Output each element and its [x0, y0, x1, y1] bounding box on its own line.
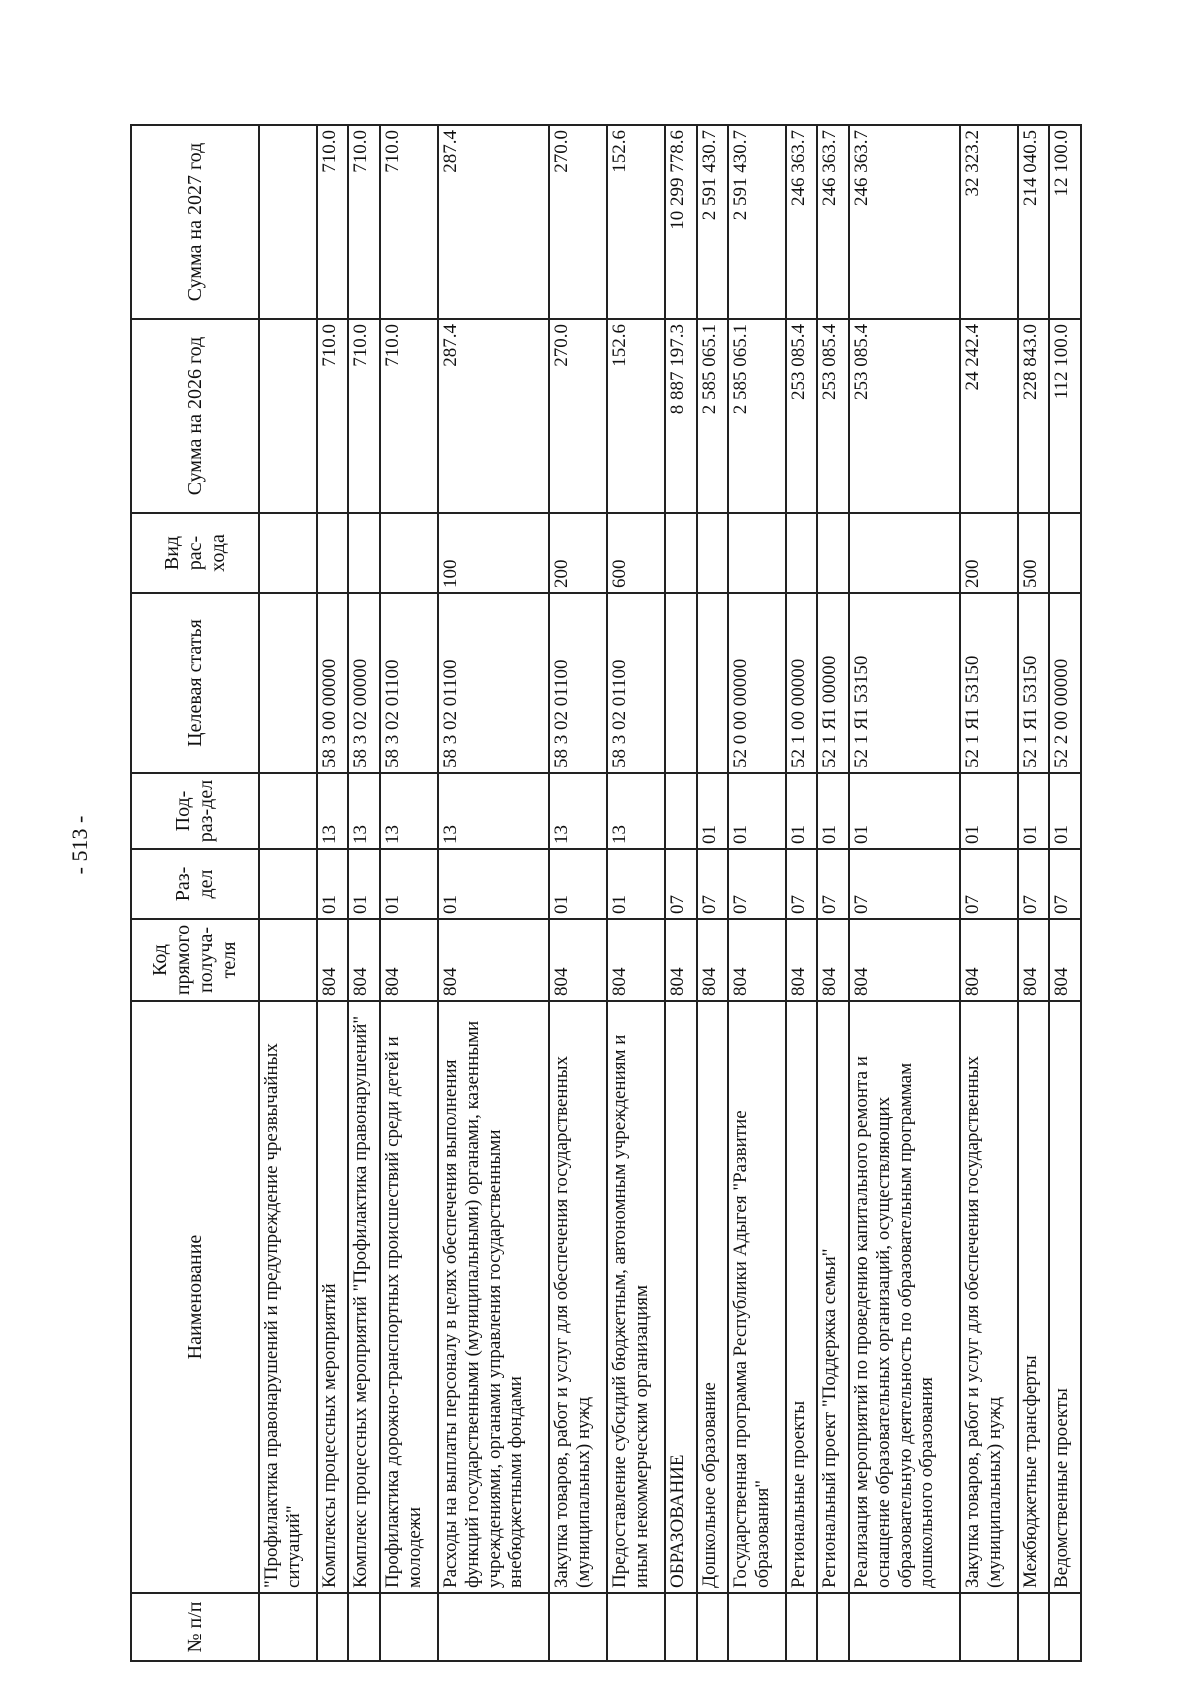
cell-sum2027: 2 591 430.7 [697, 125, 728, 319]
table-row [817, 125, 848, 1661]
cell-vid [348, 513, 379, 593]
cell-vid [1049, 513, 1081, 593]
cell-code: 804 [1049, 919, 1081, 1001]
header-podrazdel: Под-раз-дел [131, 773, 259, 849]
table-row [849, 125, 960, 1661]
cell-name: "Профилактика правонарушений и предупреждение чрезвычайных ситуаций" [259, 1001, 317, 1593]
header-num: № п/п [131, 1593, 259, 1661]
cell-num [317, 1593, 348, 1661]
cell-num [697, 1593, 728, 1661]
cell-sum2027: 710.0 [317, 125, 348, 319]
cell-razdel: 07 [697, 849, 728, 919]
cell-sum2026: 287.4 [438, 319, 549, 513]
cell-podrazdel: 01 [817, 773, 848, 849]
cell-code: 804 [317, 919, 348, 1001]
cell-vid: 500 [1018, 513, 1049, 593]
header-sum2027: Сумма на 2027 год [131, 125, 259, 319]
cell-code: 804 [607, 919, 665, 1001]
cell-podrazdel: 13 [549, 773, 607, 849]
cell-podrazdel: 01 [1018, 773, 1049, 849]
cell-sum2027: 246 363.7 [817, 125, 848, 319]
cell-celevaya [259, 593, 317, 773]
cell-vid [317, 513, 348, 593]
table-row [438, 125, 549, 1661]
cell-celevaya: 58 3 00 00000 [317, 593, 348, 773]
cell-celevaya: 58 3 02 01100 [607, 593, 665, 773]
cell-celevaya [697, 593, 728, 773]
cell-razdel: 07 [665, 849, 696, 919]
cell-sum2027: 12 100.0 [1049, 125, 1081, 319]
cell-podrazdel: 13 [438, 773, 549, 849]
cell-sum2026: 112 100.0 [1049, 319, 1081, 513]
page-number: - 513 - [67, 815, 92, 875]
cell-code: 804 [960, 919, 1018, 1001]
cell-vid [786, 513, 817, 593]
cell-code: 804 [438, 919, 549, 1001]
cell-sum2027: 710.0 [380, 125, 438, 319]
cell-celevaya: 52 1 Я1 53150 [849, 593, 960, 773]
cell-podrazdel [259, 773, 317, 849]
cell-podrazdel: 01 [849, 773, 960, 849]
cell-code: 804 [786, 919, 817, 1001]
cell-sum2026: 2 585 065.1 [728, 319, 786, 513]
table-row [380, 125, 438, 1661]
cell-num [348, 1593, 379, 1661]
cell-sum2027: 152.6 [607, 125, 665, 319]
cell-razdel: 01 [348, 849, 379, 919]
cell-vid [849, 513, 960, 593]
cell-podrazdel: 01 [786, 773, 817, 849]
cell-code: 804 [849, 919, 960, 1001]
table-row [697, 125, 728, 1661]
cell-celevaya: 52 1 Я1 53150 [960, 593, 1018, 773]
cell-num [607, 1593, 665, 1661]
cell-vid [665, 513, 696, 593]
cell-name: Расходы на выплаты персоналу в целях обеспечения выполнения функций государственными (муниципальными) органами, казенными учреждениями, органами управления государственными внебюджетными фондами [438, 1001, 549, 1593]
cell-razdel [259, 849, 317, 919]
cell-sum2026: 253 085.4 [849, 319, 960, 513]
cell-sum2026: 253 085.4 [817, 319, 848, 513]
cell-num [380, 1593, 438, 1661]
cell-name: Закупка товаров, работ и услуг для обеспечения государственных (муниципальных) нужд [960, 1001, 1018, 1593]
header-name: Наименование [131, 1001, 259, 1593]
cell-sum2027: 32 323.2 [960, 125, 1018, 319]
cell-razdel: 01 [438, 849, 549, 919]
header-celevaya: Целевая статья [131, 593, 259, 773]
cell-name: Реализация мероприятий по проведению капитального ремонта и оснащение образовательных организаций, осуществляющих образовательную деятельность по образовательным программам дошкольного образования [849, 1001, 960, 1593]
cell-code: 804 [817, 919, 848, 1001]
table-body [259, 125, 1081, 1661]
cell-sum2026: 253 085.4 [786, 319, 817, 513]
cell-sum2027: 10 299 778.6 [665, 125, 696, 319]
cell-code: 804 [665, 919, 696, 1001]
table-row [1049, 125, 1081, 1661]
cell-sum2027: 710.0 [348, 125, 379, 319]
cell-vid [697, 513, 728, 593]
cell-name: Закупка товаров, работ и услуг для обеспечения государственных (муниципальных) нужд [549, 1001, 607, 1593]
cell-vid [817, 513, 848, 593]
cell-num [1049, 1593, 1081, 1661]
cell-celevaya: 52 1 Я1 53150 [1018, 593, 1049, 773]
table-row [348, 125, 379, 1661]
cell-num [549, 1593, 607, 1661]
cell-num [665, 1593, 696, 1661]
cell-razdel: 01 [607, 849, 665, 919]
cell-celevaya [665, 593, 696, 773]
cell-sum2026: 710.0 [348, 319, 379, 513]
cell-celevaya: 52 1 Я1 00000 [817, 593, 848, 773]
header-sum2026: Сумма на 2026 год [131, 319, 259, 513]
cell-sum2026: 2 585 065.1 [697, 319, 728, 513]
cell-num [849, 1593, 960, 1661]
cell-podrazdel: 13 [348, 773, 379, 849]
cell-code: 804 [697, 919, 728, 1001]
cell-podrazdel: 01 [697, 773, 728, 849]
cell-sum2027 [259, 125, 317, 319]
cell-podrazdel: 13 [607, 773, 665, 849]
cell-podrazdel: 01 [960, 773, 1018, 849]
cell-vid: 600 [607, 513, 665, 593]
cell-razdel: 07 [728, 849, 786, 919]
table-row [1018, 125, 1049, 1661]
cell-name: Государственная программа Республики Адыгея "Развитие образования" [728, 1001, 786, 1593]
cell-name: Комплексы процессных мероприятий [317, 1001, 348, 1593]
cell-num [728, 1593, 786, 1661]
cell-vid: 200 [549, 513, 607, 593]
cell-code: 804 [380, 919, 438, 1001]
cell-razdel: 07 [849, 849, 960, 919]
cell-podrazdel: 13 [317, 773, 348, 849]
cell-razdel: 01 [317, 849, 348, 919]
header-razdel: Раз-дел [131, 849, 259, 919]
cell-celevaya: 58 3 02 01100 [438, 593, 549, 773]
cell-code: 804 [728, 919, 786, 1001]
table-row [549, 125, 607, 1661]
cell-podrazdel: 01 [728, 773, 786, 849]
table-row [607, 125, 665, 1661]
cell-num [1018, 1593, 1049, 1661]
cell-celevaya: 58 3 02 01100 [380, 593, 438, 773]
cell-num [817, 1593, 848, 1661]
cell-sum2027: 246 363.7 [849, 125, 960, 319]
cell-num [259, 1593, 317, 1661]
budget-table [130, 124, 1082, 1662]
cell-celevaya: 52 2 00 00000 [1049, 593, 1081, 773]
cell-podrazdel: 01 [1049, 773, 1081, 849]
cell-name: Предоставление субсидий бюджетным, автономным учреждениям и иным некоммерческим организациям [607, 1001, 665, 1593]
cell-name: Региональный проект "Поддержка семьи" [817, 1001, 848, 1593]
cell-num [960, 1593, 1018, 1661]
cell-sum2027: 287.4 [438, 125, 549, 319]
cell-name: Ведомственные проекты [1049, 1001, 1081, 1593]
cell-num [786, 1593, 817, 1661]
cell-razdel: 07 [960, 849, 1018, 919]
header-vid: Вид рас-хода [131, 513, 259, 593]
cell-razdel: 07 [1018, 849, 1049, 919]
cell-num [438, 1593, 549, 1661]
rotated-table-wrapper [130, 126, 1082, 1662]
cell-vid: 100 [438, 513, 549, 593]
cell-sum2026: 152.6 [607, 319, 665, 513]
cell-name: Региональные проекты [786, 1001, 817, 1593]
cell-code: 804 [1018, 919, 1049, 1001]
table-header-row [131, 125, 259, 1661]
cell-sum2027: 246 363.7 [786, 125, 817, 319]
cell-sum2027: 2 591 430.7 [728, 125, 786, 319]
cell-celevaya: 52 0 00 00000 [728, 593, 786, 773]
header-code: Код прямого получа-теля [131, 919, 259, 1001]
cell-razdel: 07 [1049, 849, 1081, 919]
cell-sum2027: 270.0 [549, 125, 607, 319]
cell-code [259, 919, 317, 1001]
cell-razdel: 01 [549, 849, 607, 919]
cell-podrazdel [665, 773, 696, 849]
cell-sum2026: 270.0 [549, 319, 607, 513]
cell-code: 804 [348, 919, 379, 1001]
cell-vid [259, 513, 317, 593]
cell-sum2026 [259, 319, 317, 513]
table-row [317, 125, 348, 1661]
cell-sum2026: 710.0 [317, 319, 348, 513]
cell-vid: 200 [960, 513, 1018, 593]
table-row [786, 125, 817, 1661]
cell-celevaya: 52 1 00 00000 [786, 593, 817, 773]
cell-sum2026: 710.0 [380, 319, 438, 513]
table-row [728, 125, 786, 1661]
cell-vid [728, 513, 786, 593]
cell-sum2026: 228 843.0 [1018, 319, 1049, 513]
cell-sum2026: 24 242.4 [960, 319, 1018, 513]
cell-name: ОБРАЗОВАНИЕ [665, 1001, 696, 1593]
table-row [665, 125, 696, 1661]
cell-razdel: 07 [786, 849, 817, 919]
cell-name: Дошкольное образование [697, 1001, 728, 1593]
cell-podrazdel: 13 [380, 773, 438, 849]
cell-sum2026: 8 887 197.3 [665, 319, 696, 513]
cell-name: Межбюджетные трансферты [1018, 1001, 1049, 1593]
cell-sum2027: 214 040.5 [1018, 125, 1049, 319]
cell-vid [380, 513, 438, 593]
table-row [960, 125, 1018, 1661]
cell-code: 804 [549, 919, 607, 1001]
cell-celevaya: 58 3 02 01100 [549, 593, 607, 773]
cell-name: Комплекс процессных мероприятий "Профилактика правонарушений" [348, 1001, 379, 1593]
cell-name: Профилактика дорожно-транспортных происшествий среди детей и молодежи [380, 1001, 438, 1593]
cell-razdel: 07 [817, 849, 848, 919]
cell-celevaya: 58 3 02 00000 [348, 593, 379, 773]
table-row [259, 125, 317, 1661]
cell-razdel: 01 [380, 849, 438, 919]
